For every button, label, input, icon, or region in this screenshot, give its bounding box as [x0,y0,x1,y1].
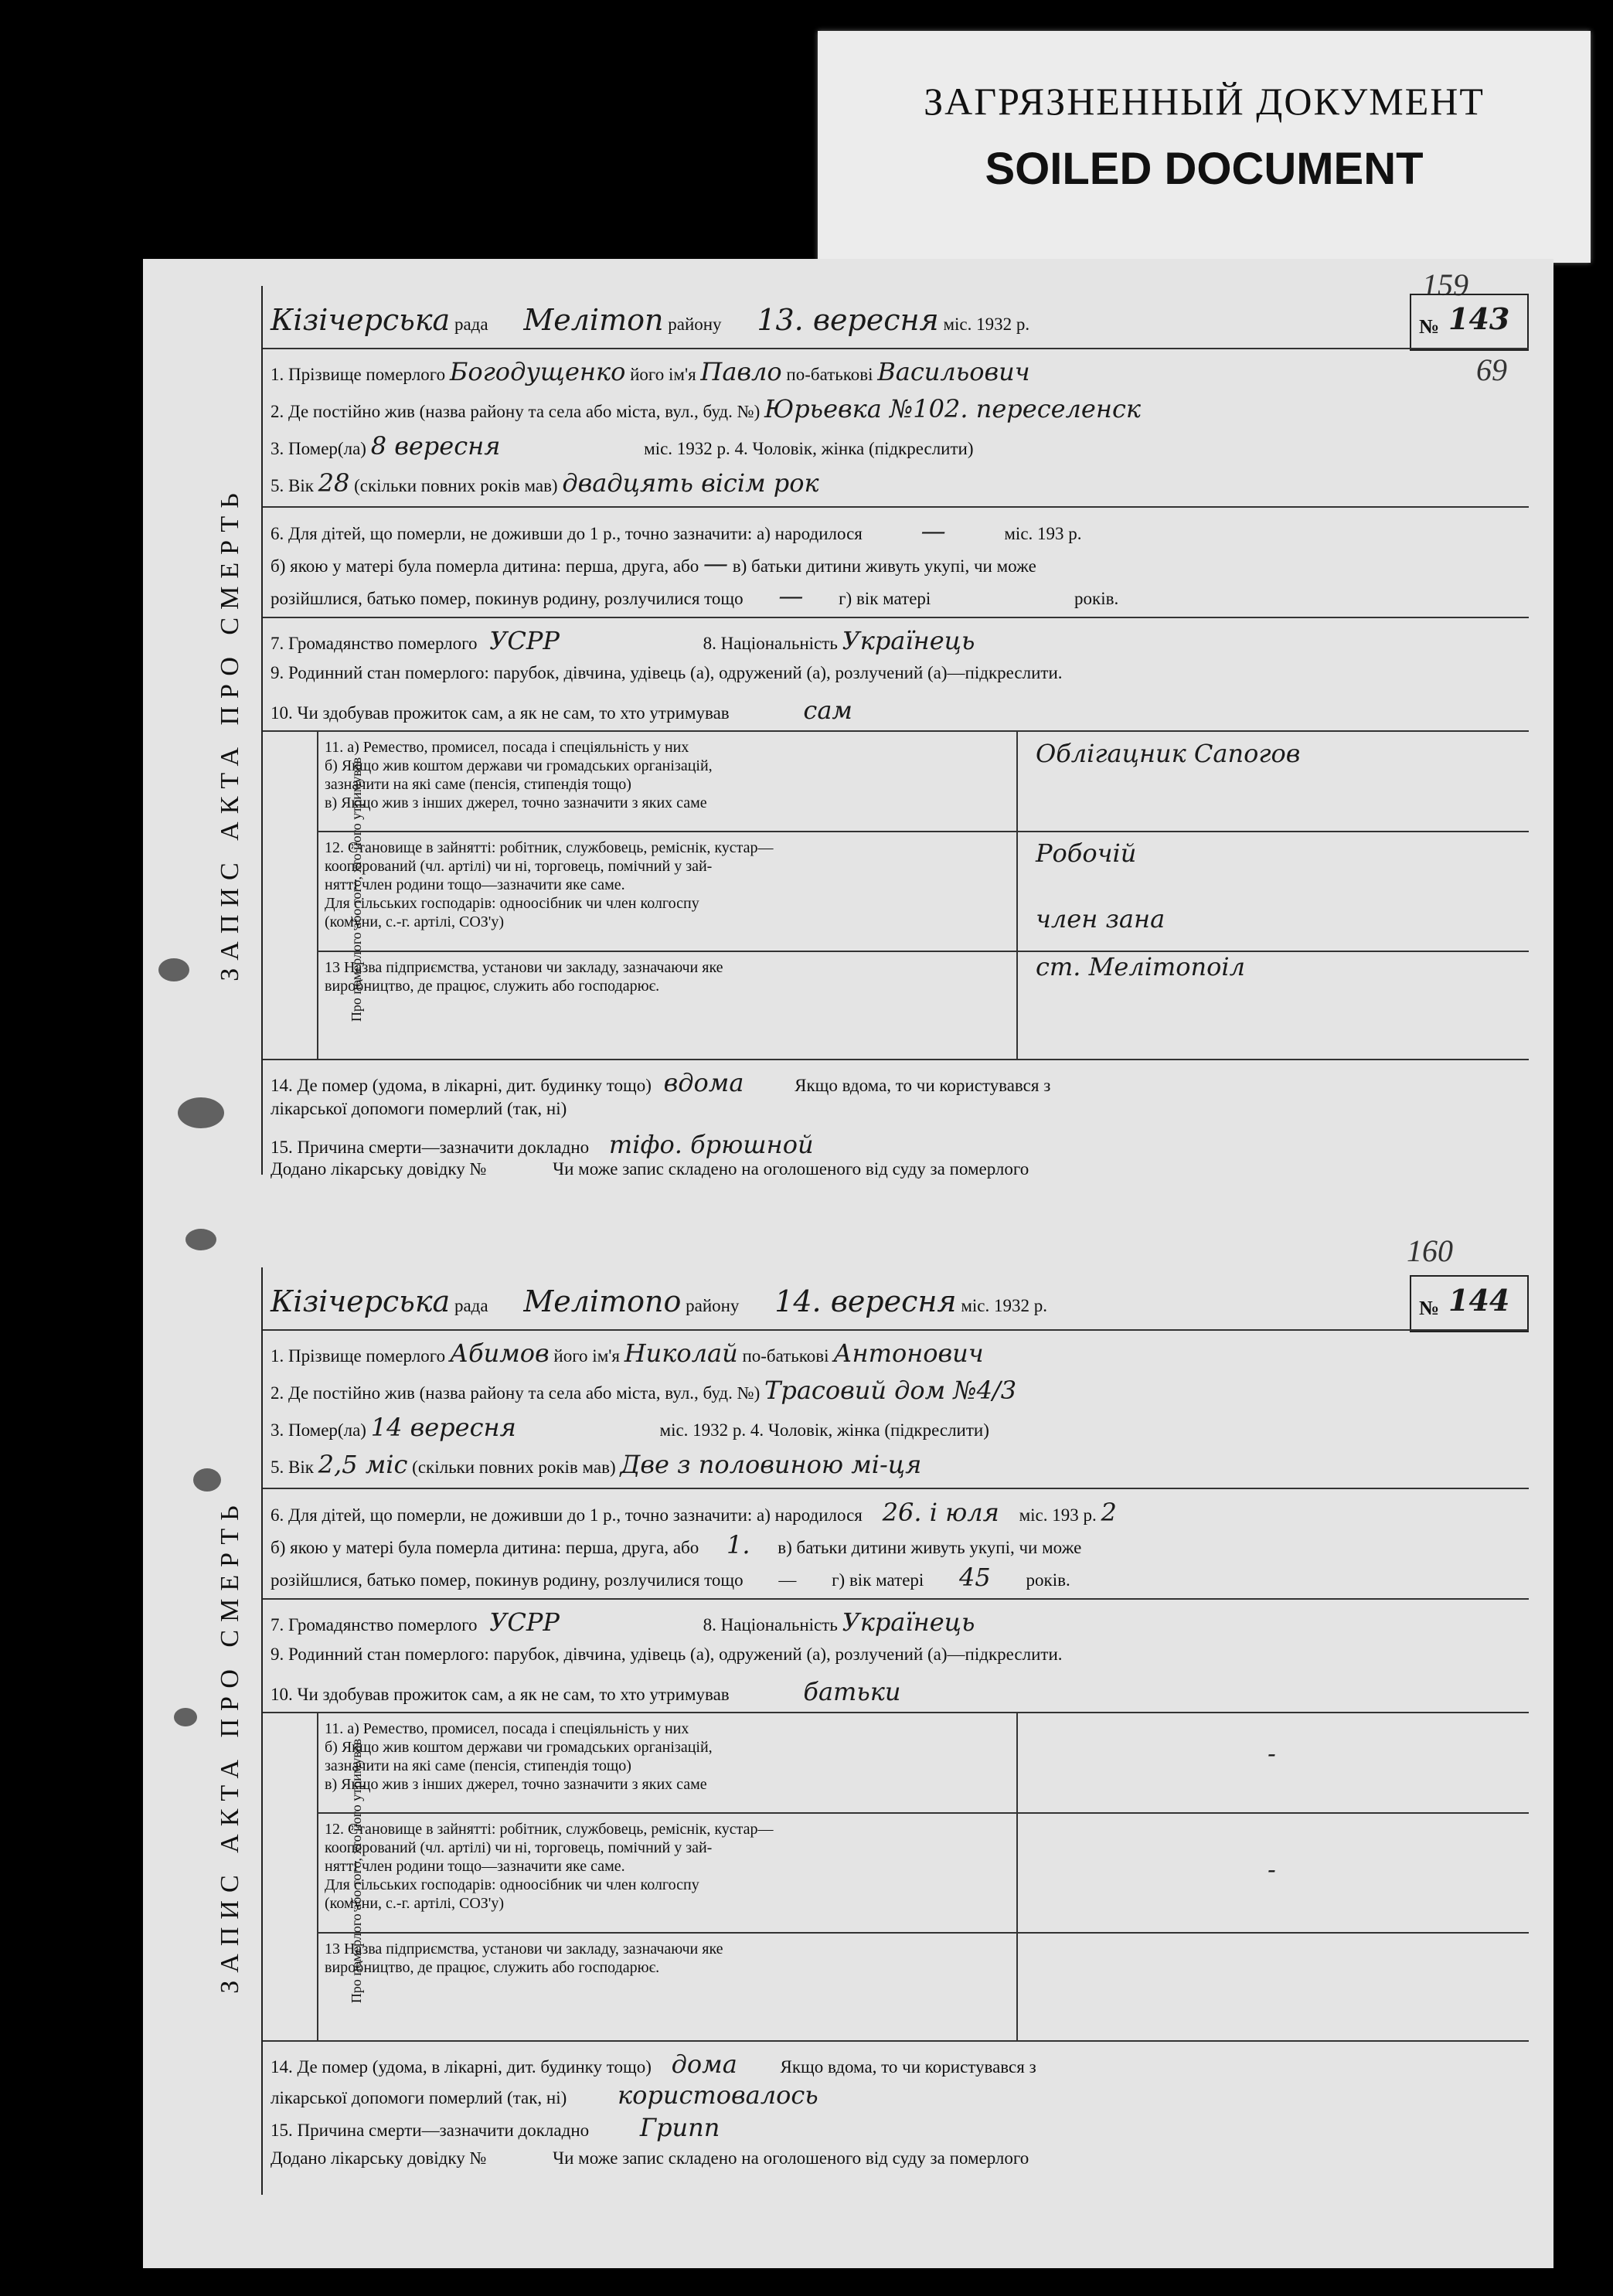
side-sub-label: Про померлого або того, хто його утримував [349,757,365,1022]
line-9: 9. Родинний стан померлого: парубок, дівчина, удівець (а), одружений (а), розлучений (а)—підкреслити. [271,1645,1063,1664]
line-5 [271,1450,1521,1479]
side-title: ЗАПИС АКТА ПРО СМЕРТЬ [216,1498,244,1994]
born-month-label: міс. 193 р. [1019,1505,1097,1525]
death-place-value: вдома [663,1068,744,1097]
patronymic-value: Антонович [833,1338,984,1368]
line-10 [271,696,1521,725]
occupation-label: 11. а) Ремество, промисел, посада і спеціяльність у них б) Якщо жив коштом держави чи громадських організацій, зазначити на які саме (пенсія, стипендія тощо) в) Якщо жив з інших джерел, точно зазначити з яких саме [325,1720,713,1793]
rayon-value: Мелітоп [523,303,664,337]
court-label: Чи може запис складено на оголошеного від суду за померлого [553,2148,1029,2168]
divider [263,617,1529,618]
cause-value: Грипп [639,2113,720,2142]
years-label: років. [1026,1570,1070,1590]
address-label: 2. Де постійно жив (назва району та села або міста, вул., буд. №) [271,1383,761,1403]
line-7 [271,626,1521,655]
name-value: Николай [624,1338,738,1368]
rayon-label: району [668,315,722,334]
child-order-value: — [703,549,728,578]
line-14b [271,2080,1521,2110]
archive-label-card [818,31,1591,263]
years-label: років. [1074,589,1119,608]
line-2 [271,1376,1521,1405]
death-record-2 [199,1267,1529,2195]
death-place-label: 14. Де помер (удома, в лікарні, дит. будинку тощо) [271,2057,652,2077]
soil-mark [185,1229,216,1250]
age-label: 5. Вік [271,1458,314,1477]
death-place-value: дома [671,2049,737,2079]
line-14b: лікарської допомоги померлий (так, ні) [271,1099,567,1118]
workplace-value: ст. Мелітопоіл [1036,952,1246,981]
age-value: 2,5 міс [318,1450,408,1479]
supporter-value: сам [803,696,852,725]
number-sign: № [1419,315,1440,338]
rayon-value: Мелітопо [523,1284,682,1318]
line-6b [271,549,1521,578]
line-6b [271,1530,1521,1560]
sex-label: міс. 1932 р. 4. Чоловік, жінка (підкреслити) [659,1420,989,1440]
page-number-side: 69 [1476,352,1507,387]
died-value: 8 вересня [370,431,501,461]
age-words: Две з половиною мі-ця [620,1450,922,1479]
supporter-value: батьки [803,1677,901,1706]
mother-age-label: г) вік матері [832,1570,924,1590]
address-value: Трасовий дом №4/3 [764,1376,1017,1405]
workplace-label: 13 Назва підприємства, установи чи закладу, зазначаючи яке виробництво, де працює, служить або господарює. [325,1941,723,1976]
divider [263,2040,1529,2042]
supporter-label: 10. Чи здобував прожиток сам, а як не сам, то хто утримував [271,1685,730,1704]
divider [317,831,1529,832]
archive-label-ru: ЗАГРЯЗНЕННЫЙ ДОКУМЕНТ [924,80,1485,123]
line-3 [271,431,1521,461]
rada-label: рада [454,1296,488,1315]
name-label: його ім'я [630,365,696,384]
age-note: (скільки повних років мав) [412,1458,616,1477]
mother-age-label: г) вік матері [839,589,931,608]
line-10 [271,1677,1521,1706]
line-7 [271,1607,1521,1637]
month-label: міс. 1932 р. [961,1296,1047,1315]
divider [263,1598,1529,1600]
address-label: 2. Де постійно жив (назва району та села або міста, вул., буд. №) [271,402,761,421]
divider [263,1059,1529,1060]
cause-value: тіфо. брюшной [608,1130,814,1159]
mother-age-value: 45 [959,1563,991,1592]
month-label: міс. 1932 р. [943,315,1030,334]
age-value: 28 [318,468,350,498]
born-label: 6. Для дітей, що померли, не доживши до 1 р., точно зазначити: а) народилося [271,1505,863,1525]
soil-mark [158,958,189,981]
rada-label: рада [454,315,488,334]
line-14 [271,1068,1521,1097]
line-6c [271,581,1521,611]
nationality-label: 8. Національність [703,1615,838,1634]
page-number-top: 159 [1422,267,1468,302]
divider [263,1329,1529,1331]
medical-label: Якщо вдома, то чи користувався з [795,1076,1051,1095]
age-words: двадцять вісім рок [562,468,819,498]
patronymic-value: Васильович [877,357,1030,386]
line-3 [271,1413,1521,1442]
side-sub-label: Про померлого або того, хто його утримував [349,1738,365,2004]
line-2 [271,394,1521,423]
workplace-label: 13 Назва підприємства, установи чи закладу, зазначаючи яке виробництво, де працює, служить або господарює. [325,959,723,995]
patronymic-label: по-батькові [786,365,873,384]
address-value: Юрьевка №102. переселенск [764,394,1141,423]
occupation-value: Облігацник Сапогов [1036,739,1301,768]
record-sidebar [199,286,260,1175]
rayon-label: району [686,1296,740,1315]
citizenship-value: УСРР [489,626,560,655]
line-6a [271,516,1521,546]
divider [263,730,1529,732]
record-sidebar [199,1267,260,2195]
patronymic-label: по-батькові [742,1346,829,1366]
parents-label: в) батьки дитини живуть укупі, чи може [778,1538,1082,1557]
occupation-value: - [1268,1739,1276,1768]
line-15 [271,2113,1521,2142]
line-6a [271,1498,1521,1527]
date-value: 13. вересня [757,303,939,337]
side-title: ЗАПИС АКТА ПРО СМЕРТЬ [216,485,244,981]
status-value: - [1268,1855,1276,1884]
citizenship-label: 7. Громадянство померлого [271,634,478,653]
medical-label: Якщо вдома, то чи користувався з [780,2057,1036,2077]
citizenship-value: УСРР [489,1607,560,1637]
subsection-border [317,1712,318,2040]
sex-label: міс. 1932 р. 4. Чоловік, жінка (підкреслити) [644,439,974,458]
soil-mark [193,1468,221,1492]
column-divider [1016,730,1018,1059]
member-value: член зана [1036,904,1166,934]
born-value: 26. і юля [882,1498,999,1527]
age-label: 5. Вік [271,476,314,495]
line-1 [271,1338,1521,1368]
surname-label: 1. Прізвище померлого [271,1346,446,1366]
record-body [261,1267,1529,2195]
surname-value: Богодущенко [449,357,626,386]
cause-label: 15. Причина смерти—зазначити докладно [271,2121,590,2140]
medical-value: користовалось [618,2080,818,2110]
page-number-second: 160 [1407,1233,1453,1268]
certificate-label: Додано лікарську довідку № [271,1159,487,1179]
line-1 [271,357,1521,386]
death-record-1 [199,286,1529,1179]
supporter-label: 10. Чи здобував прожиток сам, а як не сам, то хто утримував [271,703,730,723]
born-label: 6. Для дітей, що померли, не доживши до 1 р., точно зазначити: а) народилося [271,524,863,543]
soil-mark [174,1708,197,1726]
record-number: 143 [1448,301,1510,336]
died-value: 14 вересня [370,1413,516,1442]
header-line [271,303,1521,337]
occupation-label: 11. а) Ремество, промисел, посада і спеціяльність у них б) Якщо жив коштом держави чи громадських організацій, зазначити на які саме (пенсія, стипендія тощо) в) Якщо жив з інших джерел, точно зазначити з яких саме [325,739,713,811]
surname-value: Абимов [449,1338,550,1368]
line-16 [271,1159,1521,1179]
surname-label: 1. Прізвище померлого [271,365,446,384]
header-line [271,1284,1521,1318]
cause-label: 15. Причина смерти—зазначити докладно [271,1138,590,1157]
line-6c: розійшлися, батько помер, покинув родину, розлучилися тощо — г) вік матері 45 років. [271,1563,1070,1592]
line-15 [271,1130,1521,1159]
divider [263,1488,1529,1489]
death-place-label: 14. Де помер (удома, в лікарні, дит. будинку тощо) [271,1076,652,1095]
line-14 [271,2049,1521,2079]
divider [263,348,1529,349]
nationality-value: Українець [842,626,975,655]
divider [317,1932,1529,1934]
medical-question: лікарської допомоги померлий (так, ні) [271,2088,567,2107]
record-body [261,286,1529,1179]
date-value: 14. вересня [774,1284,957,1318]
parents-label: в) батьки дитини живуть укупі, чи може [732,556,1036,576]
status-label: 12. Становище в зайнятті: робітник, службовець, реміснік, кустар— кооперований (чл. артілі) чи ні, торговець, помічний у зай- нятті член родини тощо—зазначити яке саме. Для сільських господарів: одноосібник чи член колгоспу (комуни, с.-г. артілі, СОЗ'у) [325,1821,774,1912]
child-order-value: 1. [726,1530,750,1560]
record-number-box [1410,1275,1529,1332]
nationality-label: 8. Національність [703,634,838,653]
divorce-label: розійшлися, батько помер, покинув родину, розлучилися тощо [271,589,744,608]
certificate-label: Додано лікарську довідку № [271,2148,487,2168]
subsection-border [317,730,318,1059]
rada-value: Кізічерська [271,303,451,337]
line-9: 9. Родинний стан померлого: парубок, дівчина, удівець (а), одружений (а), розлучений (а)—підкреслити. [271,663,1063,682]
died-label: 3. Помер(ла) [271,1420,366,1440]
divorce-label: розійшлися, батько помер, покинув родину, розлучилися тощо [271,1570,744,1590]
court-label: Чи може запис складено на оголошеного від суду за померлого [553,1159,1029,1179]
divider [263,506,1529,508]
divider [317,1812,1529,1814]
line-16 [271,2148,1521,2168]
name-value: Павло [700,357,782,386]
column-divider [1016,1712,1018,2040]
status-label: 12. Становище в зайнятті: робітник, службовець, реміснік, кустар— кооперований (чл. артілі) чи ні, торговець, помічний у зай- нятті член родини тощо—зазначити яке саме. Для сільських господарів: одноосібник чи член колгоспу (комуни, с.-г. артілі, СОЗ'у) [325,839,774,930]
archive-label-en: SOILED DOCUMENT [985,144,1424,194]
citizenship-label: 7. Громадянство померлого [271,1615,478,1634]
born-value: — [920,516,946,546]
died-label: 3. Помер(ла) [271,439,366,458]
divider [263,1712,1529,1713]
name-label: його ім'я [553,1346,620,1366]
nationality-value: Українець [842,1607,975,1637]
parents-value: — [778,581,804,611]
child-order-label: б) якою у матері була померла дитина: перша, друга, або [271,1538,699,1557]
age-note: (скільки повних років мав) [354,476,558,495]
born-year-value: 2 [1101,1498,1117,1527]
soil-mark [178,1097,224,1128]
record-number-box [1410,294,1529,351]
born-month-label: міс. 193 р. [1004,524,1082,543]
rada-value: Кізічерська [271,1284,451,1318]
line-5 [271,468,1521,498]
record-number: 144 [1448,1283,1510,1318]
child-order-label: б) якою у матері була померла дитина: перша, друга, або [271,556,699,576]
number-sign: № [1419,1297,1440,1319]
status-value: Робочій [1036,838,1137,868]
divider [317,951,1529,952]
